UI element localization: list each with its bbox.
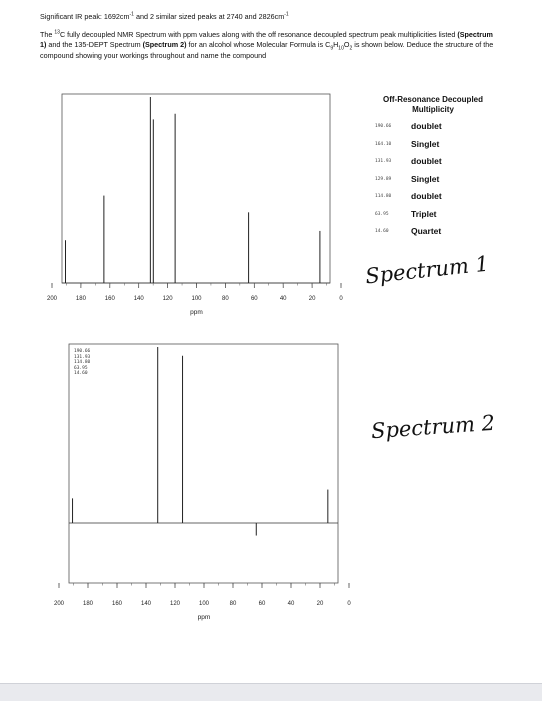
tick-label-40: 40	[287, 601, 295, 607]
handwritten-spectrum-2-label: Spectrum 2	[370, 410, 496, 444]
peak-list-value: 114.80	[74, 360, 91, 366]
plot-frame	[69, 344, 338, 583]
tick-label-20: 20	[316, 601, 324, 607]
legend-ppm: 164.10	[375, 141, 392, 147]
legend-ppm: 129.89	[375, 176, 392, 182]
ir-peak-line: Significant IR peak: $1692cm^{-1}$ and 2 similar sized peaks at 2740 and $2826cm^{-1}$	[40, 11, 289, 21]
legend-row	[358, 174, 508, 192]
legend-multiplicity: Triplet	[411, 208, 437, 219]
x-axis-label: ppm	[197, 614, 211, 621]
tick-label-60: 60	[250, 296, 258, 302]
legend-ppm: 14.60	[375, 229, 389, 234]
tick-label-140: 140	[140, 601, 152, 607]
question-paragraph: The $^{13}$C fully decoupled NMR Spectrum with ppm values along with the off resonance decoupled spectrum peak multiplicities listed (Spectrum 1) and the 135-DEPT Spectrum (Spectrum 2) for an alcohol whose Molecular Formula is $C_9H_{10}O_2$ is shown below. Deduce the structure of the compound showing your workings throughout and name the compound	[40, 29, 494, 60]
legend-ppm: 190.66	[375, 124, 392, 129]
legend-multiplicity: doublet	[411, 121, 442, 131]
tick-label-0: 0	[347, 601, 351, 607]
tick-label-200: 200	[46, 296, 58, 302]
legend-ppm: 114.80	[375, 194, 392, 199]
off-resonance-legend	[358, 95, 508, 244]
next-page-edge	[0, 683, 542, 701]
handwritten-spectrum-1-label: Spectrum 1	[364, 251, 490, 289]
tick-label-180: 180	[75, 296, 86, 302]
tick-label-200: 200	[53, 601, 65, 607]
tick-label-20: 20	[308, 296, 316, 302]
peak-list-value: 131.93	[74, 354, 91, 360]
tick-label-120: 120	[162, 296, 173, 302]
tick-label-180: 180	[82, 601, 94, 607]
tick-label-0: 0	[339, 296, 343, 302]
legend-row	[358, 121, 508, 139]
legend-title: Off-Resonance Decoupled	[382, 95, 483, 104]
legend-ppm: 131.93	[375, 159, 392, 164]
legend-row	[358, 139, 508, 157]
legend-row	[358, 209, 508, 227]
spectrum-2-peak-list	[74, 349, 90, 377]
legend-row	[358, 156, 508, 174]
x-axis-label: ppm	[190, 309, 203, 316]
tick-label-80: 80	[229, 601, 237, 607]
tick-label-100: 100	[191, 296, 202, 302]
legend-multiplicity: Singlet	[411, 138, 440, 149]
legend-ppm: 63.95	[375, 211, 389, 217]
tick-label-100: 100	[198, 601, 210, 607]
tick-label-160: 160	[104, 296, 115, 302]
tick-label-140: 140	[133, 296, 144, 302]
legend-row	[358, 191, 508, 209]
tick-label-160: 160	[111, 601, 123, 607]
peak-list-value: 14.60	[74, 371, 88, 377]
peak-list-value: 190.66	[74, 349, 91, 354]
legend-multiplicity: doublet	[411, 191, 442, 201]
tick-label-40: 40	[279, 296, 287, 302]
peak-list-value: 63.95	[74, 365, 88, 371]
legend-multiplicity: doublet	[411, 156, 442, 166]
legend-multiplicity: Quartet	[411, 226, 442, 236]
legend-subtitle: Multiplicity	[412, 105, 454, 114]
legend-row	[358, 226, 508, 244]
legend-multiplicity: Singlet	[411, 173, 440, 184]
tick-label-60: 60	[258, 601, 266, 607]
tick-label-80: 80	[222, 296, 229, 302]
tick-label-120: 120	[169, 601, 181, 607]
